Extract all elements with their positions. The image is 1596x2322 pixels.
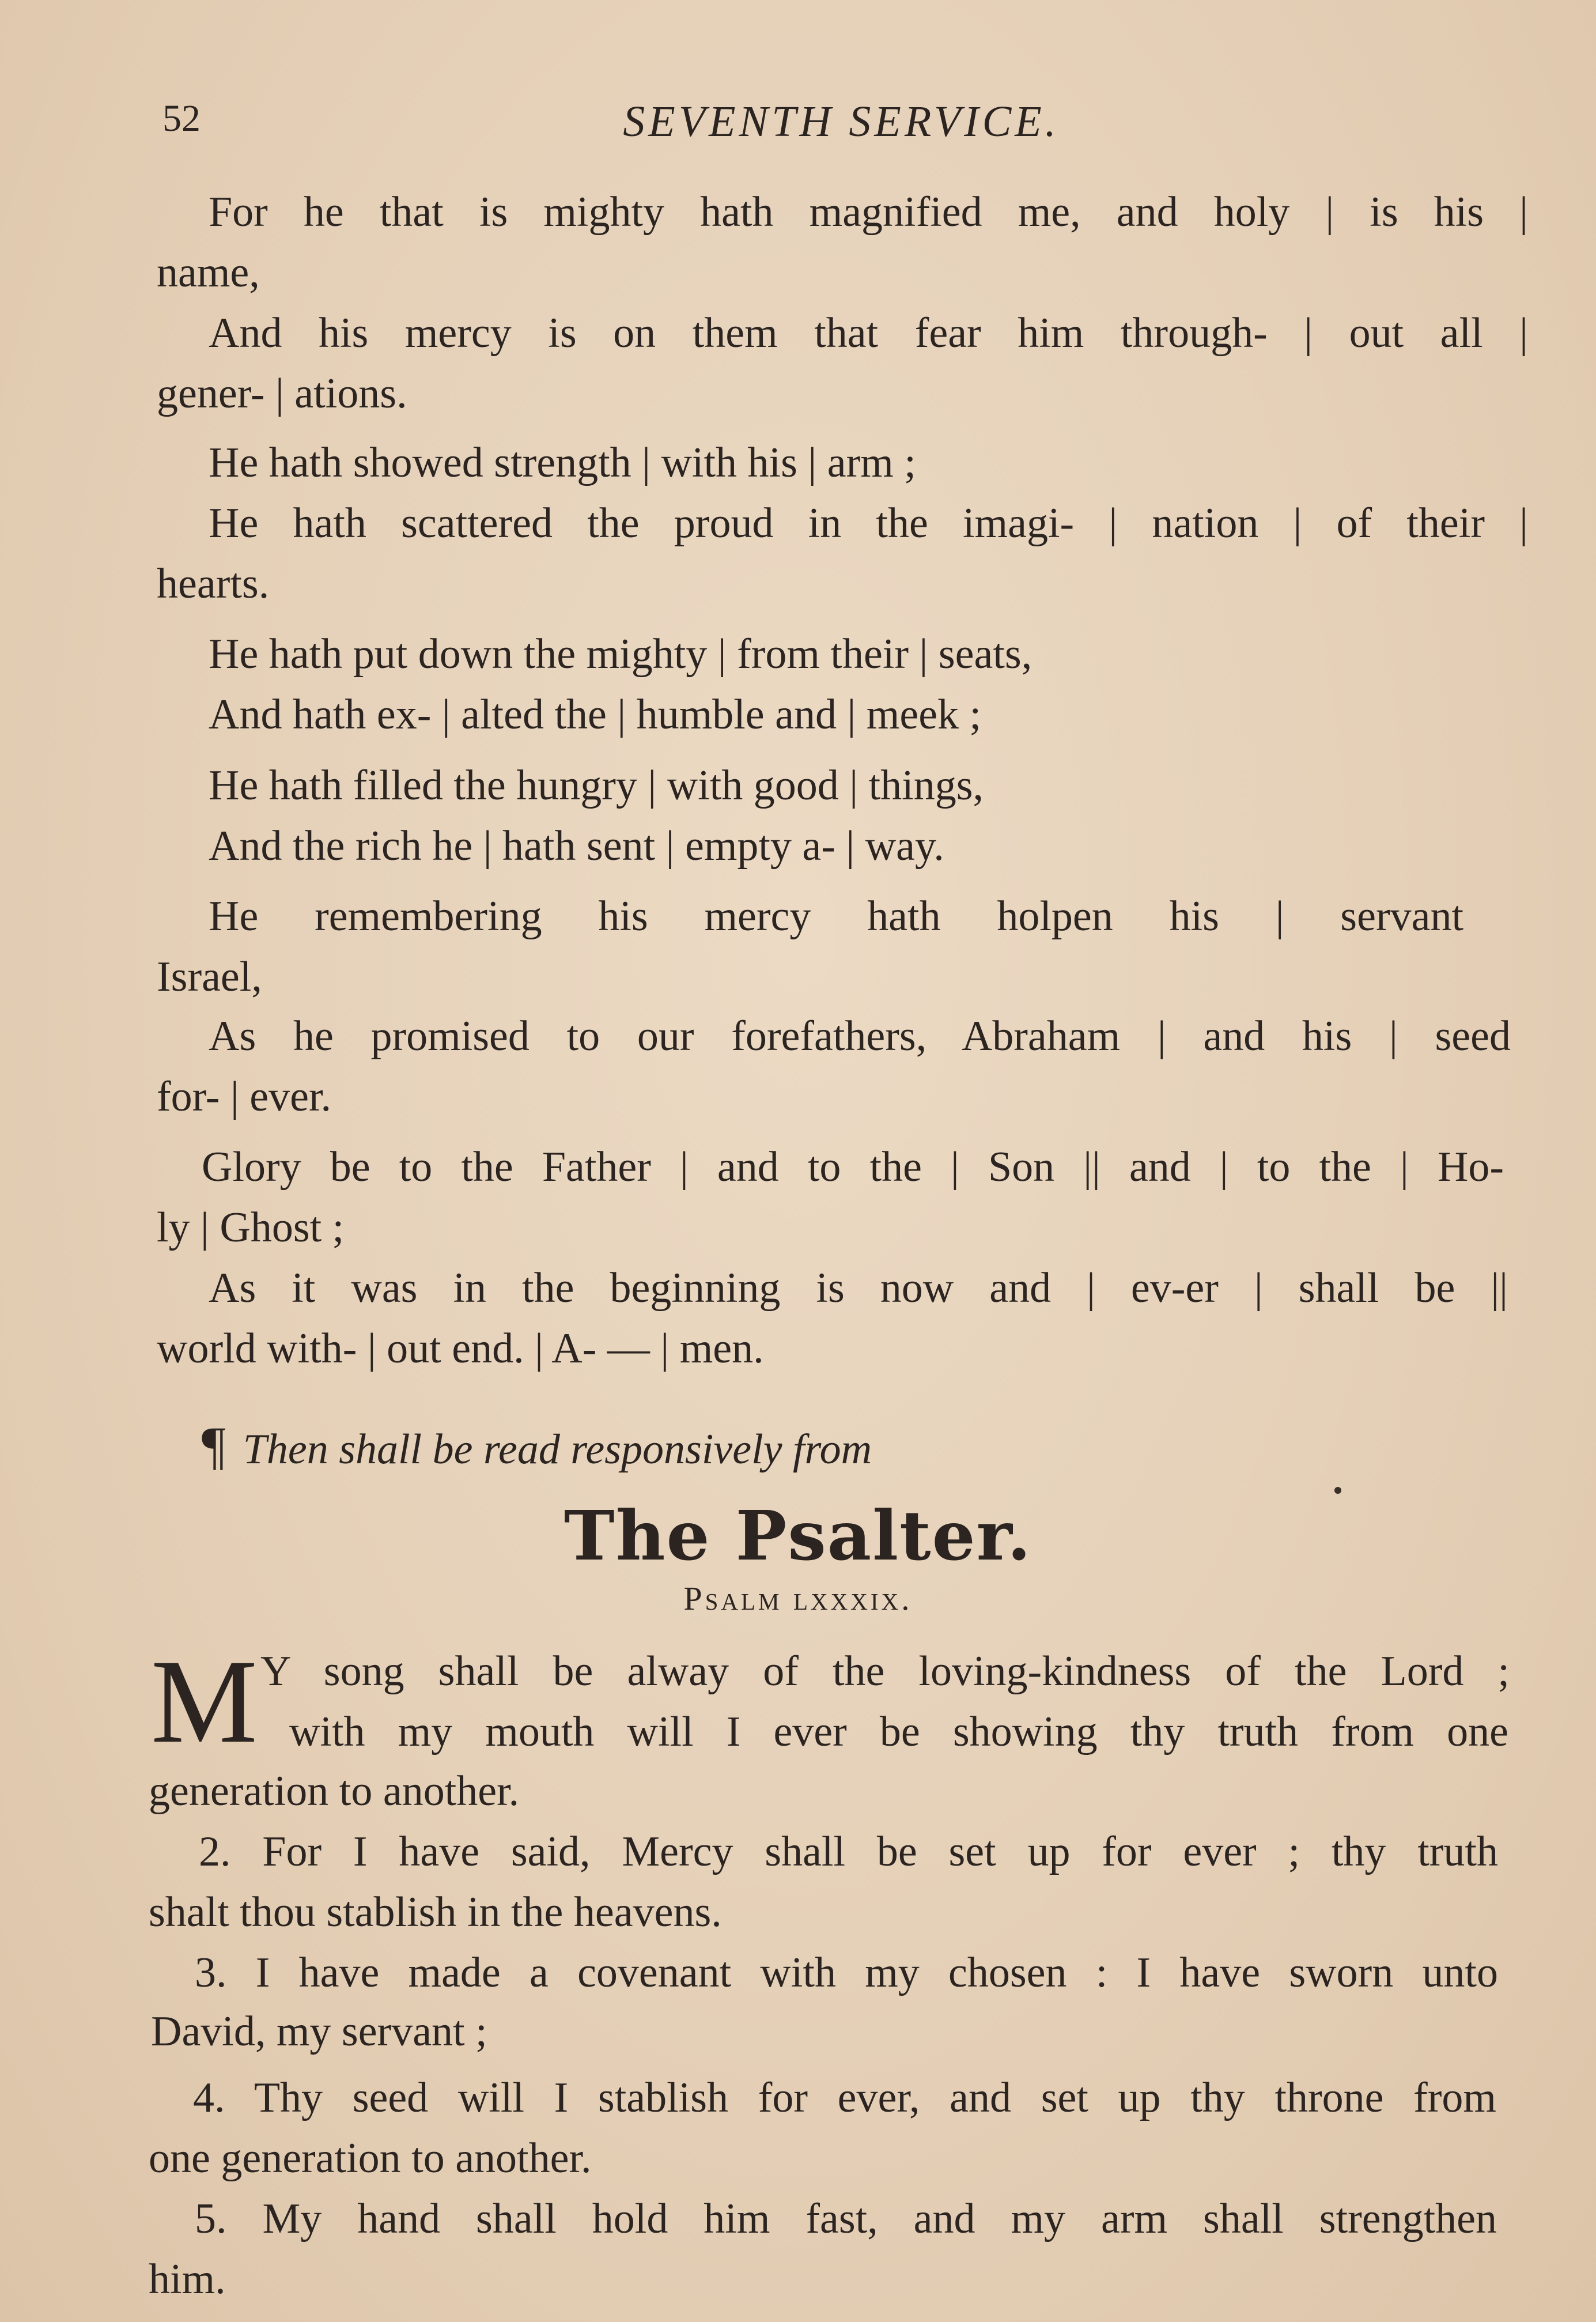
canticle-line: He remembering his mercy hath holpen his | servant [209, 893, 1463, 940]
psalm-line: 4. Thy seed will I stablish for ever, and set up thy throne from [193, 2074, 1496, 2121]
psalm-number: Psalm lxxxix. [683, 1580, 913, 1617]
psalm-line: shalt thou stablish in the heavens. [149, 1889, 722, 1936]
canticle-line: As it was in the beginning is now and | ev-er | shall be || [209, 1264, 1508, 1312]
canticle-line: world with- | out end. | A- — | men. [157, 1325, 764, 1372]
psalm-line: David, my servant ; [151, 2008, 487, 2055]
canticle-line: And his mercy is on them that fear him through- | out all | [209, 309, 1528, 357]
canticle-line: Israel, [157, 953, 262, 1000]
page-number: 52 [162, 97, 201, 139]
running-title: SEVENTH SERVICE. [623, 97, 1060, 146]
psalm-line: 3. I have made a covenant with my chosen : I have sworn unto [195, 1949, 1498, 1996]
canticle-line: He hath scattered the proud in the imagi- | nation | of their | [209, 500, 1528, 547]
canticle-line: name, [157, 249, 260, 296]
canticle-line: For he that is mighty hath magnified me, and holy | is his | [209, 188, 1528, 236]
psalm-line: with my mouth will I ever be showing thy truth from one [289, 1708, 1508, 1755]
rubric-text: Then shall be read responsively from [243, 1426, 872, 1473]
canticle-line: ly | Ghost ; [157, 1204, 345, 1251]
psalm-line: him. [149, 2256, 226, 2303]
canticle-line: Glory be to the Father | and to the | Son || and | to the | Ho- [202, 1143, 1504, 1191]
canticle-line: gener- | ations. [157, 370, 407, 417]
pilcrow-icon: ¶ [202, 1416, 226, 1475]
canticle-line: He hath filled the hungry | with good | things, [209, 762, 984, 809]
psalm-line: one generation to another. [149, 2135, 592, 2182]
canticle-line: And hath ex- | alted the | humble and | meek ; [209, 691, 982, 738]
canticle-line: As he promised to our forefathers, Abraham | and his | seed [209, 1013, 1511, 1060]
canticle-line: for- | ever. [157, 1073, 332, 1120]
canticle-line: He hath showed strength | with his | arm ; [209, 439, 916, 486]
canticle-line: hearts. [157, 560, 270, 607]
page-header [156, 91, 1527, 154]
ink-speck [1334, 1487, 1341, 1494]
psalm-line: Y song shall be alway of the loving-kindness of the Lord ; [260, 1648, 1510, 1695]
psalm-line: 2. For I have said, Mercy shall be set up for ever ; thy truth [199, 1828, 1498, 1875]
canticle-line: And the rich he | hath sent | empty a- | way. [209, 822, 944, 870]
drop-cap: M [151, 1635, 258, 1768]
psalter-title: The Psalter. [563, 1496, 1033, 1576]
psalm-line: generation to another. [149, 1768, 520, 1815]
rubric [202, 1415, 872, 1476]
canticle-line: He hath put down the mighty | from their | seats, [209, 630, 1033, 678]
psalm-line: 5. My hand shall hold him fast, and my arm shall strengthen [195, 2195, 1497, 2242]
